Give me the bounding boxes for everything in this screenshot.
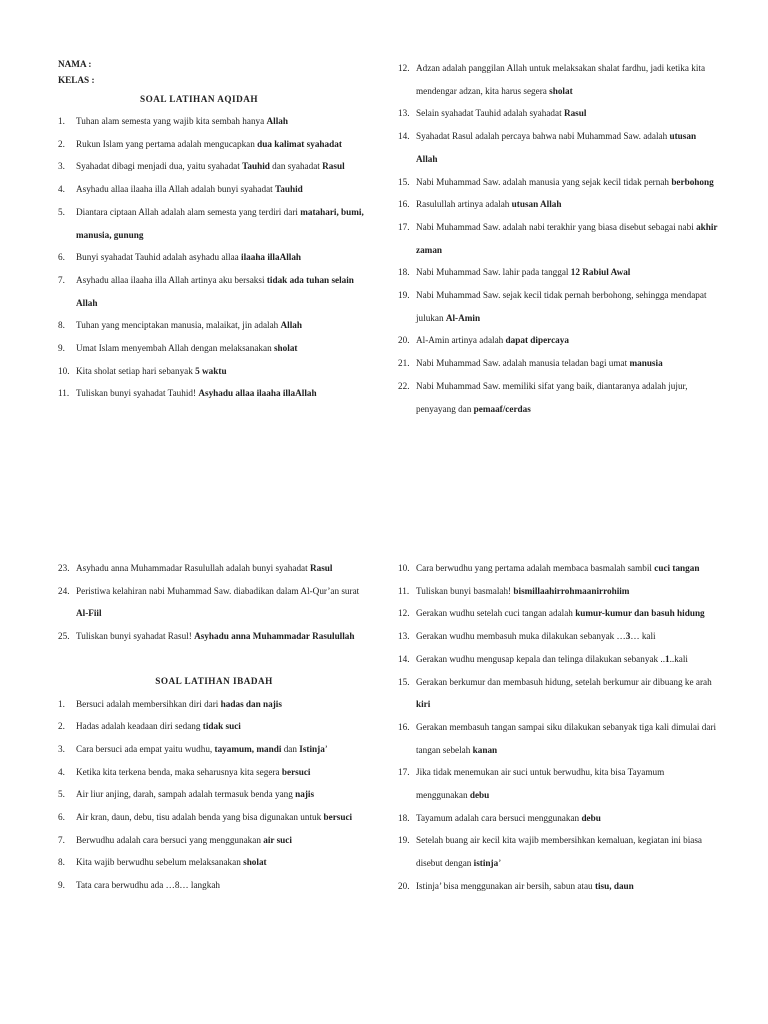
question-number: 1. [58, 698, 65, 709]
question-item [398, 171, 718, 194]
answer-text: pemaaf/cerdas [473, 403, 531, 414]
answer-text: Istinja [299, 743, 325, 754]
answer-text: Allah [280, 320, 302, 331]
question-number: 16. [398, 721, 410, 732]
question-number: 4. [58, 184, 65, 195]
question-number: 8. [58, 857, 65, 868]
aqidah-list-3 [58, 557, 370, 648]
column-bottom-right [398, 557, 718, 898]
answer-text: debu [469, 790, 490, 801]
question-number: 3. [58, 743, 65, 754]
column-bottom-left [58, 557, 370, 897]
answer-text: 3 [625, 631, 631, 642]
question-number: 17. [398, 767, 410, 778]
question-number: 8. [58, 320, 65, 331]
question-number: 25. [58, 631, 70, 642]
question-item [58, 314, 370, 337]
question-number: 14. [398, 653, 410, 664]
answer-text: cuci tangan [654, 563, 700, 573]
question-text: Nabi Muhammad Saw. sejak kecil tidak pernah berbohong, sehingga mendapat julukan [416, 290, 707, 323]
answer-text: Asyhadu allaa ilaaha illaAllah [198, 388, 317, 399]
question-number: 12. [398, 63, 410, 73]
answer-text: kanan [472, 744, 498, 755]
question-text: Nabi Muhammad Saw. adalah manusia yang sejak kecil tidak pernah [416, 176, 672, 187]
question-text: Tuhan yang menciptakan manusia, malaikat, jin adalah [76, 320, 281, 331]
question-item [58, 269, 370, 314]
question-number: 11. [398, 585, 410, 596]
question-item [58, 110, 370, 133]
question-text: Tuhan alam semesta yang wajib kita sembah hanya [76, 116, 267, 126]
answer-text: istinja [473, 858, 499, 869]
question-item [398, 216, 718, 261]
question-item [398, 352, 718, 375]
question-item [58, 874, 370, 897]
aqidah-list-2 [398, 57, 718, 420]
question-number: 22. [398, 380, 410, 391]
question-number: 13. [398, 631, 410, 642]
answer-text: utusan Allah [511, 199, 562, 210]
answer-text: berbohong [671, 176, 714, 187]
question-number: 5. [58, 206, 65, 217]
question-text: Tuliskan bunyi syahadat Tauhid! [76, 388, 199, 399]
answer-text: bersuci [323, 812, 353, 823]
kelas-field: KELAS : [58, 74, 95, 85]
question-text: Asyhadu anna Muhammadar Rasulullah adalah bunyi syahadat [76, 563, 310, 573]
question-text: Selain syahadat Tauhid adalah syahadat [416, 108, 564, 119]
answer-text: dapat dipercaya [505, 335, 569, 346]
answer-text: tisu, daun [594, 880, 634, 891]
question-item [398, 261, 718, 284]
answer-text: Al-Amin [445, 312, 481, 323]
question-text: Asyhadu allaa ilaaha illa Allah artinya aku bersaksi [76, 274, 267, 285]
answer-text: sholat [273, 343, 298, 354]
answer-text: sholat [549, 85, 573, 96]
answer-text: Allah [266, 116, 288, 126]
column-aqidah-left [58, 57, 370, 405]
answer-text: Asyhadu anna Muhammadar Rasulullah [194, 631, 355, 642]
question-item [398, 648, 718, 671]
question-item [58, 851, 370, 874]
answer-text: Rasul [309, 563, 333, 573]
question-text: Tayamum adalah cara bersuci menggunakan [416, 812, 582, 823]
question-item [398, 807, 718, 830]
question-item [58, 625, 370, 648]
question-number: 13. [398, 108, 410, 119]
answer-text: 5 waktu [195, 365, 227, 376]
answer-text: Tauhid [242, 161, 270, 172]
question-number: 2. [58, 138, 65, 149]
question-item [58, 829, 370, 852]
aqidah-list-1 [58, 110, 370, 405]
aqidah-title: SOAL LATIHAN AQIDAH [139, 94, 259, 104]
question-number: 6. [58, 812, 65, 823]
answer-text: Rasul [322, 161, 345, 172]
question-number: 20. [398, 335, 410, 346]
question-item [58, 133, 370, 156]
question-item [398, 193, 718, 216]
question-item [58, 201, 370, 246]
question-text: Istinja’ bisa menggunakan air bersih, sabun atau [416, 880, 595, 891]
question-item [398, 125, 718, 170]
question-number: 7. [58, 274, 65, 285]
question-text: Gerakan wudhu mengusap kepala dan telinga dilakukan sebanyak .. [416, 653, 666, 664]
answer-text: akhir zaman [416, 221, 718, 255]
question-number: 19. [398, 290, 410, 301]
question-item [58, 155, 370, 178]
question-item [398, 761, 718, 806]
question-text: Tuliskan bunyi basmalah! [416, 585, 514, 596]
question-item [398, 57, 718, 102]
question-number: 20. [398, 880, 410, 891]
question-number: 10. [58, 365, 70, 376]
answer-text: Tauhid [275, 184, 303, 195]
question-text: Al-Amin artinya adalah [416, 335, 506, 346]
question-text: Rasulullah artinya adalah [416, 199, 512, 210]
question-item [58, 783, 370, 806]
question-text: Gerakan wudhu setelah cuci tangan adalah [416, 608, 576, 619]
question-text: Bersuci adalah membersihkan diri dari [76, 698, 221, 709]
question-text: Syahadat Rasul adalah percaya bahwa nabi Muhammad Saw. adalah [416, 131, 670, 142]
question-number: 19. [398, 835, 410, 846]
question-number: 14. [398, 131, 410, 142]
answer-text: sholat [243, 857, 267, 868]
question-item [58, 738, 370, 761]
answer-text: ilaaha illaAllah [241, 252, 302, 263]
question-text: Tuliskan bunyi syahadat Rasul! [76, 631, 195, 642]
question-text: Kita wajib berwudhu sebelum melaksanakan [76, 857, 244, 868]
question-text: Syahadat dibagi menjadi dua, yaitu syahadat [76, 161, 243, 172]
question-number: 5. [58, 789, 65, 800]
question-item [398, 557, 718, 580]
question-number: 2. [58, 721, 65, 732]
question-item [58, 337, 370, 360]
answer-text: bersuci [281, 766, 311, 777]
question-item [398, 329, 718, 352]
question-item [398, 625, 718, 648]
question-item [398, 102, 718, 125]
question-text: Ketika kita terkena benda, maka seharusnya kita segera [76, 766, 282, 777]
question-item [58, 693, 370, 716]
question-text: ’ [324, 743, 328, 754]
question-text: Jika tidak menemukan air suci untuk berwudhu, kita bisa Tayamum menggunakan [416, 767, 665, 801]
question-item [58, 580, 370, 625]
question-text: ’ [498, 858, 502, 869]
question-number: 24. [58, 585, 70, 596]
question-item [398, 716, 718, 761]
answer-text: matahari, bumi, manusia, gunung [76, 206, 364, 240]
question-text: Gerakan berkumur dan membasuh hidung, setelah berkumur air dibuang ke arah [416, 676, 712, 687]
answer-text: kumur-kumur dan basuh hidung [575, 608, 705, 619]
question-item [398, 375, 718, 420]
question-text: Gerakan wudhu membasuh muka dilakukan sebanyak … [416, 631, 626, 642]
answer-text: 1 [665, 653, 670, 664]
question-item [398, 580, 718, 603]
answer-text: air suci [263, 834, 292, 845]
answer-text: hadas dan najis [220, 698, 282, 709]
question-text: Air kran, daun, debu, tisu adalah benda yang bisa digunakan untuk [76, 812, 324, 823]
answer-text: tidak ada tuhan selain Allah [76, 274, 354, 308]
question-number: 7. [58, 834, 65, 845]
question-text: dan [281, 743, 300, 754]
question-item [58, 806, 370, 829]
question-number: 23. [58, 563, 70, 573]
question-text: Cara bersuci ada empat yaitu wudhu, [76, 743, 215, 754]
question-number: 18. [398, 267, 410, 278]
question-number: 9. [58, 343, 65, 354]
question-text: Bunyi syahadat Tauhid adalah asyhadu allaa [76, 252, 242, 263]
question-text: Adzan adalah panggilan Allah untuk melaksakan shalat fardhu, jadi ketika kita mendengar adzan, kita harus segera [416, 63, 706, 96]
question-text: Nabi Muhammad Saw. lahir pada tanggal [416, 267, 571, 278]
column-aqidah-right [398, 57, 718, 420]
question-text: Nabi Muhammad Saw. memiliki sifat yang baik, diantaranya adalah jujur, penyayang dan [416, 380, 688, 414]
question-number: 15. [398, 176, 410, 187]
answer-text: Rasul [563, 108, 587, 119]
question-number: 10. [398, 563, 410, 573]
nama-field: NAMA : [58, 59, 92, 69]
answer-text: bismillaahirrohmaanirrohiim [513, 585, 630, 596]
question-number: 3. [58, 161, 65, 172]
answer-text: tayamum, mandi [214, 743, 282, 754]
question-text: Air liur anjing, darah, sampah adalah termasuk benda yang [76, 789, 296, 800]
question-text: ..kali [669, 653, 688, 664]
question-number: 15. [398, 676, 410, 687]
question-item [398, 284, 718, 329]
question-item [58, 761, 370, 784]
question-number: 4. [58, 766, 65, 777]
question-text: Hadas adalah keadaan diri sedang [76, 721, 203, 732]
question-text: Diantara ciptaan Allah adalah alam semesta yang terdiri dari [76, 206, 301, 217]
question-item [58, 382, 370, 405]
answer-text: najis [295, 789, 315, 800]
question-text: Peristiwa kelahiran nabi Muhammad Saw. diabadikan dalam Al-Qur’an surat [76, 585, 360, 596]
answer-text: 12 Rabiul Awal [570, 267, 631, 278]
question-text: Gerakan membasuh tangan sampai siku dilakukan sebanyak tiga kali dimulai dari tangan sebelah [416, 721, 717, 755]
answer-text: kiri [416, 699, 431, 710]
question-text: Nabi Muhammad Saw. adalah nabi terakhir yang biasa disebut sebagai nabi [416, 221, 697, 232]
question-text: Nabi Muhammad Saw. adalah manusia teladan bagi umat [416, 358, 630, 369]
question-text: Asyhadu allaa ilaaha illa Allah adalah bunyi syahadat [76, 184, 275, 195]
answer-text: debu [581, 812, 601, 823]
answer-text: Al-Fiil [76, 608, 102, 619]
question-item [398, 602, 718, 625]
answer-text: dua kalimat syahadat [257, 138, 342, 149]
question-item [398, 671, 718, 716]
question-number: 16. [398, 199, 410, 210]
question-item [58, 246, 370, 269]
answer-text: utusan Allah [416, 131, 697, 164]
question-text: … kali [630, 631, 656, 642]
question-number: 6. [58, 252, 65, 263]
question-text: dan syahadat [269, 161, 323, 172]
question-item [398, 829, 718, 874]
question-item [58, 715, 370, 738]
answer-text: manusia [629, 358, 663, 369]
question-number: 12. [398, 608, 410, 619]
question-number: 1. [58, 116, 65, 126]
ibadah-list-1 [58, 693, 370, 897]
question-item [58, 178, 370, 201]
answer-text: tidak suci [202, 721, 241, 732]
question-number: 9. [58, 880, 65, 891]
ibadah-title: SOAL LATIHAN IBADAH [155, 675, 273, 686]
question-item [58, 557, 370, 580]
ibadah-list-2 [398, 557, 718, 898]
question-text: Kita sholat setiap hari sebanyak [76, 365, 196, 376]
question-number: 17. [398, 221, 410, 232]
question-number: 11. [58, 388, 70, 399]
question-item [58, 360, 370, 383]
question-text: Berwudhu adalah cara bersuci yang menggunakan [76, 834, 264, 845]
question-number: 21. [398, 358, 410, 369]
question-number: 18. [398, 812, 410, 823]
question-text: Setelah buang air kecil kita wajib membersihkan kemaluan, kegiatan ini biasa disebut dengan [416, 835, 702, 869]
question-text: Umat Islam menyembah Allah dengan melaksanakan [76, 343, 274, 354]
question-text: Rukun Islam yang pertama adalah mengucapkan [76, 138, 258, 149]
question-text: Tata cara berwudhu ada …8… langkah [76, 880, 220, 891]
question-text: Cara berwudhu yang pertama adalah membaca basmalah sambil [416, 563, 655, 573]
question-item [398, 875, 718, 898]
